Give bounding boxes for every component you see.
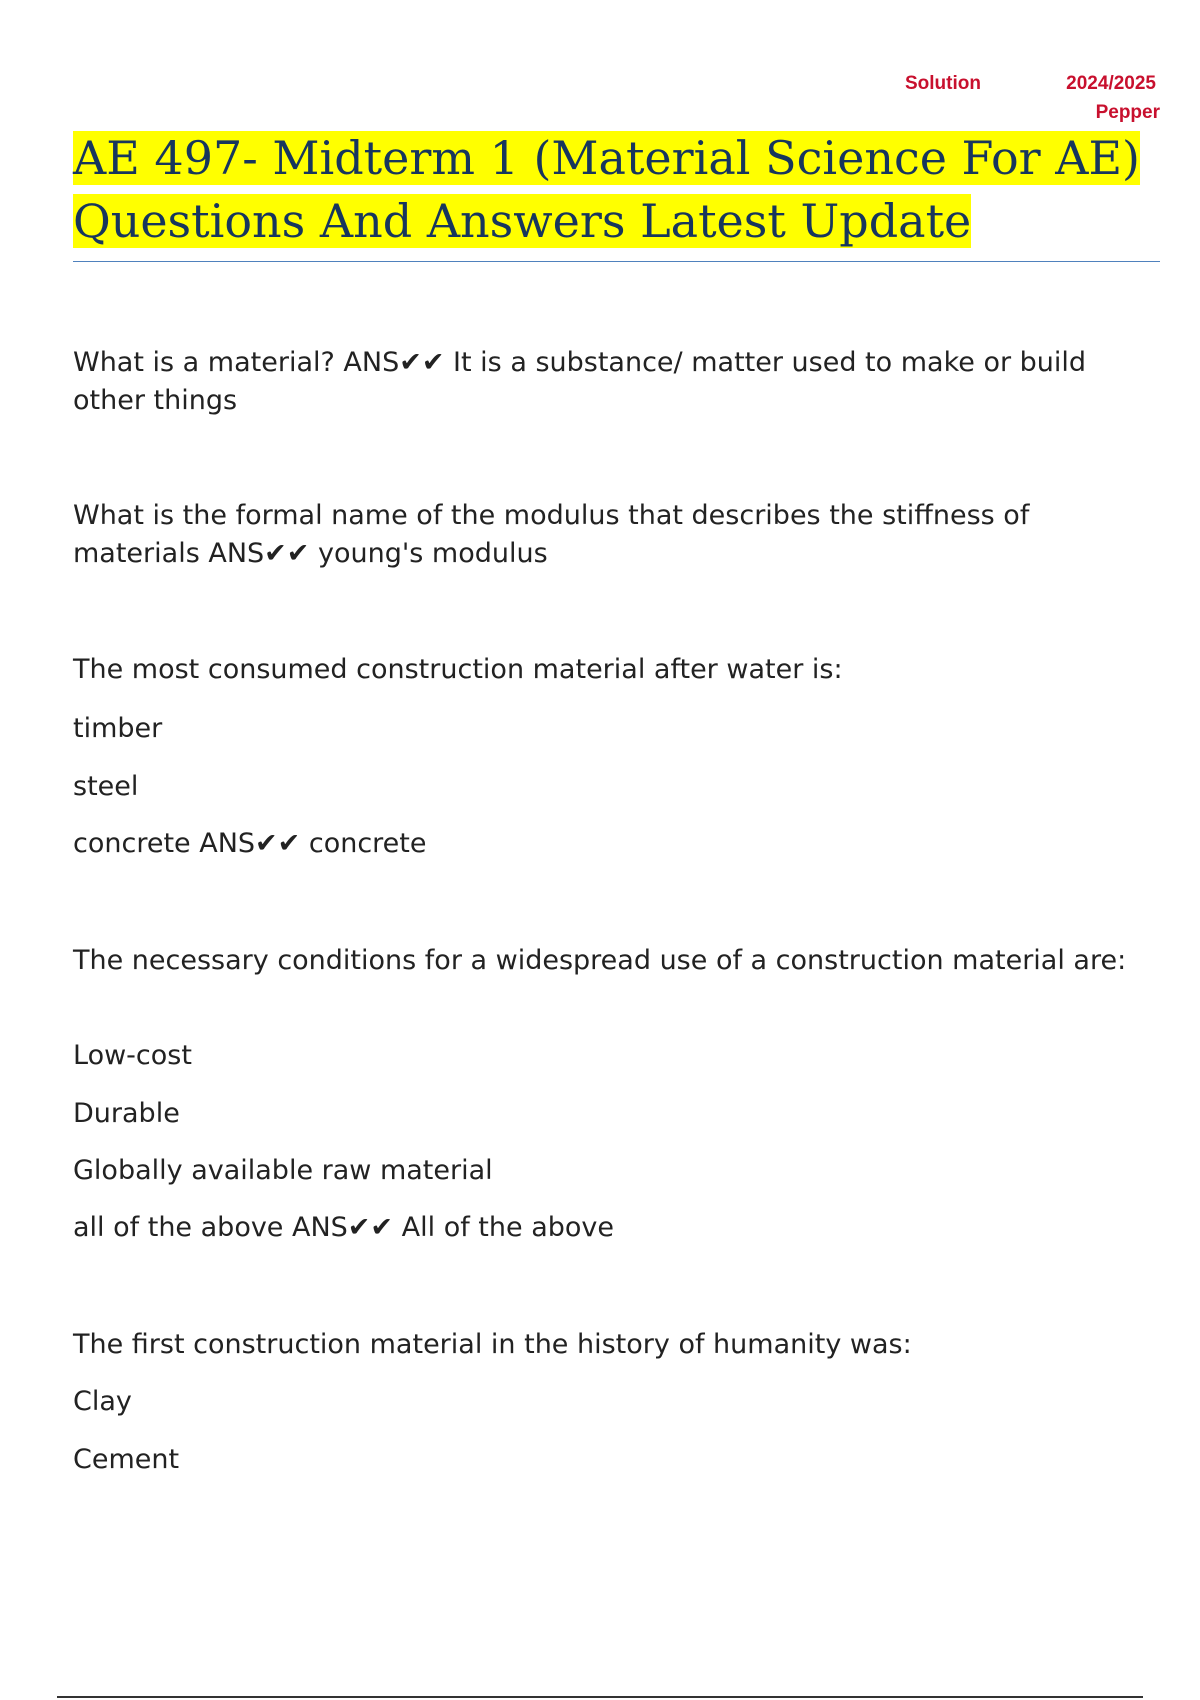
question-5-option-2: Cement — [73, 1444, 180, 1475]
question-2: What is the formal name of the modulus that describes the stiffness of materials ANS✔✔ young's modulus — [73, 500, 1030, 569]
solution-label: Solution — [905, 73, 981, 94]
year-label: 2024/2025 — [1066, 73, 1156, 94]
question-4-option-2: Durable — [73, 1098, 180, 1129]
question-4-option-4: all of the above ANS✔✔ All of the above — [73, 1212, 614, 1243]
document-header — [0, 73, 1200, 133]
question-3-option-1: timber — [73, 713, 163, 744]
question-4-option-3: Globally available raw material — [73, 1155, 493, 1186]
question-3-option-2: steel — [73, 771, 139, 802]
question-3-option-3: concrete ANS✔✔ concrete — [73, 828, 427, 859]
question-5-option-1: Clay — [73, 1386, 132, 1417]
question-1: What is a material? ANS✔✔ It is a substance/ matter used to make or build other things — [73, 347, 1087, 416]
title-line-1: AE 497- Midterm 1 (Material Science For AE) — [73, 131, 1141, 185]
question-3: The most consumed construction material after water is: — [73, 654, 843, 685]
title-line-2: Questions And Answers Latest Update — [73, 194, 972, 248]
question-4: The necessary conditions for a widespread use of a construction material are: — [73, 945, 1127, 976]
author-label: Pepper — [1095, 102, 1160, 123]
question-4-option-1: Low-cost — [73, 1040, 192, 1071]
question-5: The first construction material in the history of humanity was: — [73, 1329, 912, 1360]
footer-divider — [57, 1696, 1143, 1698]
document-title — [73, 127, 1160, 262]
